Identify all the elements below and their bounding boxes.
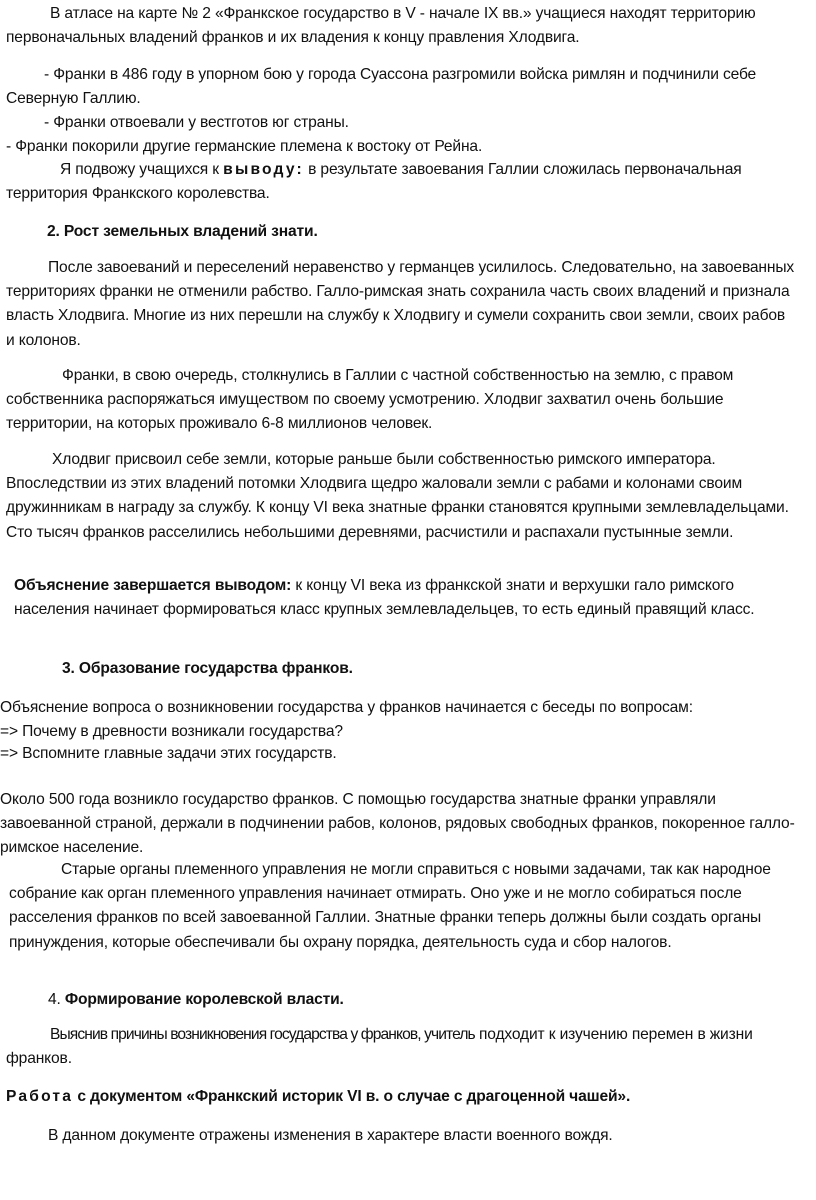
heading-section-3: 3. Образование государства франков. [62,660,353,677]
heading-section-4: 4. Формирование королевской власти. [48,991,344,1008]
paragraph-private-property: Франки, в свою очередь, столкнулись в Галлии с частной собственностью на землю, с правом собственника распоряжаться имуществом по своему усмотрению. Хлодвиг захватил очень большие территории, на которых проживало 6-8 миллионов человек. [6,367,734,433]
question-1: => Почему в древности возникали государства? [0,723,343,740]
paragraph-clovis-lands: Хлодвиг присвоил себе земли, которые раньше были собственностью римского императора. Впоследствии из этих владений потомки Хлодвига щедро жаловали земли с рабами и колонами своим дружинникам в награду за службу. К концу VI века знатные франки становятся крупными землевладельцами. Сто тысяч франков расселились небольшими деревнями, расчистили и распахали пустынные земли. [6,451,789,541]
paragraph-explanation: Объяснение завершается выводом: к концу VI века из франкской знати и верхушки гало римского населения начинает формироваться класс крупных землевладельцев, то есть единый правящий класс. [14,577,755,619]
question-2: => Вспомните главные задачи этих государств. [0,745,337,762]
bullet-visigoths: - Франки отвоевали у вестготов юг страны. [44,114,349,131]
paragraph-atlas: В атласе на карте № 2 «Франкское государство в V - начале IX вв.» учащиеся находят территорию первоначальных владений франков и их владения к концу правления Хлодвига. [6,5,756,47]
paragraph-document-work: Работа с документом «Франкский историк VI в. о случае с драгоценной чашей». [6,1088,631,1105]
paragraph-inequality: После завоеваний и переселений неравенство у германцев усилилось. Следовательно, на завоеванных территориях франки не отменили рабство. Галло-римская знать сохранила часть своих владений и признала власть Хлодвига. Многие из них перешли на службу к Хлодвигу и сумели сохранить свои земли, своих рабов и колонов. [6,259,795,349]
heading-section-2: 2. Рост земельных владений знати. [47,223,318,240]
bullet-suasson: - Франки в 486 году в упорном бою у города Суассона разгромили войска римлян и подчинили себе Северную Галлию. [6,66,757,108]
paragraph-conclusion: Я подвожу учащихся к выводу: в результате завоевания Галлии сложилась первоначальная территория Франкского королевства. [6,161,742,203]
paragraph-questions-intro: Объяснение вопроса о возникновении государства у франков начинается с беседы по вопросам: [0,699,693,716]
paragraph-clarify: Выяснив причины возникновения государства у франков, учитель подходит к изучению перемен в жизни франков. [6,1026,753,1068]
bullet-rhine: - Франки покорили другие германские племена к востоку от Рейна. [6,138,483,155]
paragraph-state-500: Около 500 года возникло государство франков. С помощью государства знатные франки управляли завоеванной страной, держали в подчинении рабов, колонов, рядовых свободных франков, покоренное галло-римское население. [0,791,795,857]
paragraph-old-organs: Старые органы племенного управления не могли справиться с новыми задачами, так как народное собрание как орган племенного управления начинает отмирать. Оно уже и не могло собираться после расселения франков по всей завоеванной Галлии. Знатные франки теперь должны были создать органы принуждения, которые обеспечивали бы охрану порядка, деятельность суда и сбор налогов. [9,861,771,951]
paragraph-document-summary: В данном документе отражены изменения в характере власти военного вождя. [48,1127,613,1144]
